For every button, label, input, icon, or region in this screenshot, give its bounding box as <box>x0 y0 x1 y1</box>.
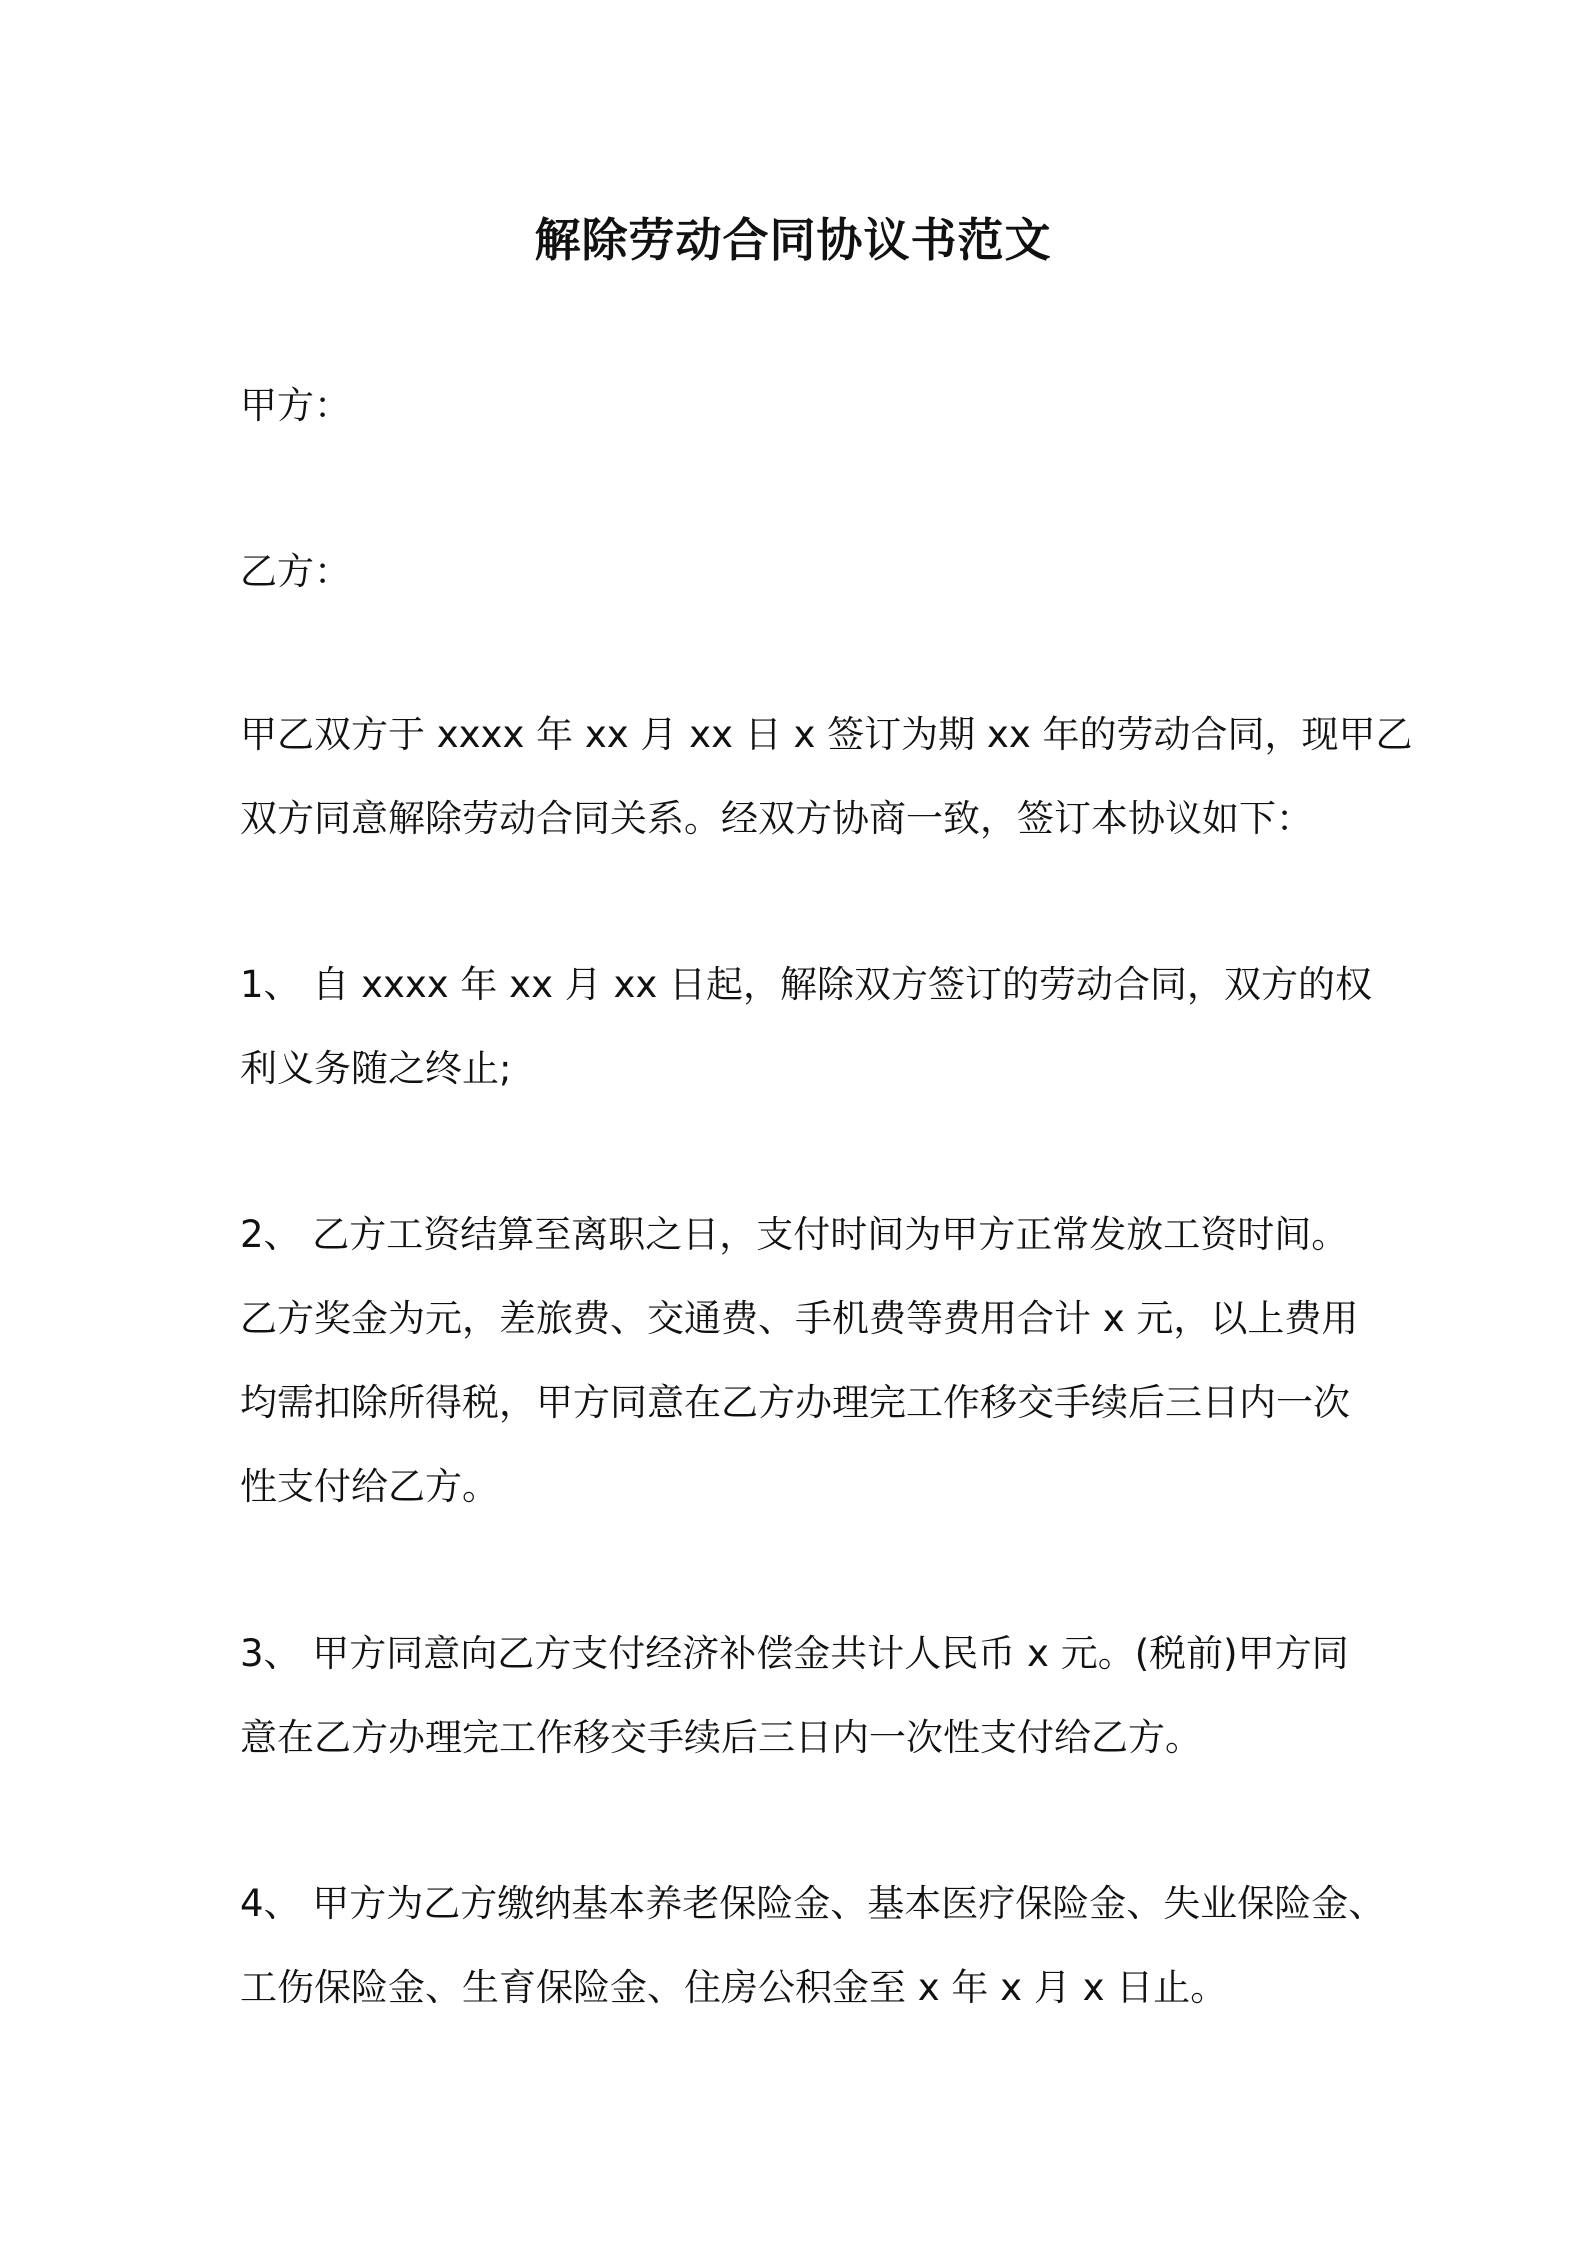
paragraph-line: 2、 乙方工资结算至离职之日，支付时间为甲方正常发放工资时间。 <box>240 1213 1349 1256</box>
paragraph-line: 意在乙方办理完工作移交手续后三日内一次性支付给乙方。 <box>240 1716 1202 1759</box>
paragraph-line: 均需扣除所得税，甲方同意在乙方办理完工作移交手续后三日内一次 <box>240 1381 1350 1424</box>
intro-paragraph <box>240 693 1413 861</box>
paragraph-line: 4、 甲方为乙方缴纳基本养老保险金、基本医疗保险金、失业保险金、 <box>240 1882 1386 1925</box>
paragraph-line: 利义务随之终止; <box>240 1047 512 1090</box>
party-a-label <box>240 364 1370 448</box>
party-a-text: 甲方： <box>240 384 351 427</box>
clause-1 <box>240 943 1373 1111</box>
paragraph-line: 甲乙双方于 xxxx 年 xx 月 xx 日 x 签订为期 xx 年的劳动合同，现甲乙 <box>240 713 1413 756</box>
clause-4 <box>240 1862 1386 2030</box>
paragraph-line: 1、 自 xxxx 年 xx 月 xx 日起，解除双方签订的劳动合同，双方的权 <box>240 963 1373 1006</box>
clause-2 <box>240 1193 1370 1529</box>
paragraph-line: 性支付给乙方。 <box>240 1465 499 1508</box>
document-title: 解除劳动合同协议书范文 <box>534 213 1052 267</box>
clause-3 <box>240 1612 1370 1780</box>
party-b-label <box>240 530 1370 614</box>
party-b-text: 乙方： <box>240 550 351 593</box>
paragraph-line: 乙方奖金为元，差旅费、交通费、手机费等费用合计 x 元，以上费用 <box>240 1297 1359 1340</box>
paragraph-line: 双方同意解除劳动合同关系。经双方协商一致，签订本协议如下： <box>240 797 1313 840</box>
paragraph-line: 3、 甲方同意向乙方支付经济补偿金共计人民币 x 元。(税前)甲方同 <box>240 1632 1349 1675</box>
paragraph-line: 工伤保险金、生育保险金、住房公积金至 x 年 x 月 x 日止。 <box>240 1966 1228 2009</box>
